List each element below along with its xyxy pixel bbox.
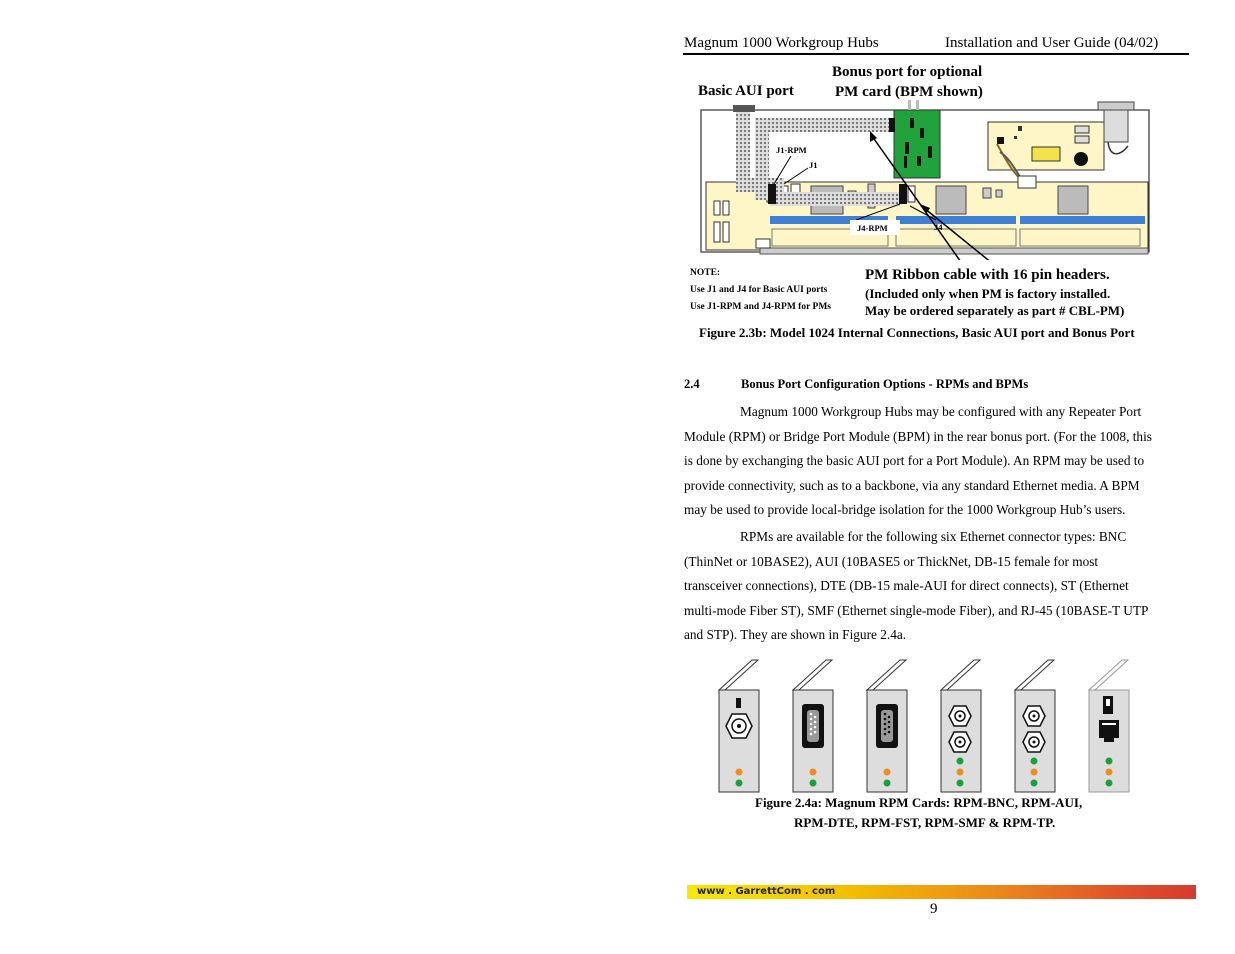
label-j4: J4 <box>934 222 943 232</box>
label-j4-rpm: J4-RPM <box>857 223 888 233</box>
paragraph-1-line: may be used to provide local-bridge isolation for the 1000 Workgroup Hub’s users. <box>684 502 1126 518</box>
rpm-card-tp <box>1089 660 1129 792</box>
footer-url: www . GarrettCom . com <box>697 886 836 897</box>
rpm-cards-figure <box>712 656 1142 796</box>
pm-card <box>894 110 940 178</box>
figure-24a-caption-line1: Figure 2.4a: Magnum RPM Cards: RPM-BNC, RPM-AUI, <box>755 795 1083 810</box>
paragraph-2-line: transceiver connections), DTE (DB-15 male-AUI for direct connects), ST (Ethernet <box>684 578 1129 594</box>
paragraph-1-line: is done by exchanging the basic AUI port for a Port Module). An RPM may be used to <box>684 453 1145 469</box>
paragraph-2-line: multi-mode Fiber ST), SMF (Ethernet single-mode Fiber), and RJ-45 (10BASE-T UTP <box>684 602 1149 618</box>
paragraph-1 <box>684 400 1180 523</box>
label-bonus-port-line2: PM card (BPM shown) <box>835 84 983 100</box>
port-strip <box>1020 216 1145 224</box>
label-j1: J1 <box>809 160 818 170</box>
note-line1: Use J1 and J4 for Basic AUI ports <box>690 285 828 295</box>
section-number: 2.4 <box>684 377 700 391</box>
header-title-right: Installation and User Guide (04/02) <box>945 35 1159 51</box>
note-title: NOTE: <box>690 268 721 278</box>
figure-24a-caption-line2: RPM-DTE, RPM-FST, RPM-SMF & RPM-TP. <box>794 815 1056 830</box>
paragraph-2-line: (ThinNet or 10BASE2), AUI (10BASE5 or ThickNet, DB-15 female for most <box>684 553 1099 569</box>
rpm-card-fst <box>941 660 981 792</box>
header-rule <box>683 53 1189 55</box>
internal-connections-diagram <box>700 98 1155 260</box>
paragraph-1-line: provide connectivity, such as to a backbone, via any standard Ethernet media. A BPM <box>684 477 1140 493</box>
page-number: 9 <box>930 901 938 917</box>
rpm-card-smf <box>1015 660 1055 792</box>
rpm-card-bnc <box>719 660 759 792</box>
figure-23b-caption: Figure 2.3b: Model 1024 Internal Connections, Basic AUI port and Bonus Port <box>699 325 1135 340</box>
label-bonus-port-line1: Bonus port for optional <box>832 64 983 80</box>
ribbon-cable-line1: (Included only when PM is factory installed. <box>865 286 1111 301</box>
rpm-card-dte <box>867 660 907 792</box>
paragraph-2-line: and STP). They are shown in Figure 2.4a. <box>684 627 907 643</box>
label-j1-rpm: J1-RPM <box>776 145 807 155</box>
header-title-left: Magnum 1000 Workgroup Hubs <box>684 35 879 51</box>
section-title: Bonus Port Configuration Options - RPMs and BPMs <box>741 377 1029 391</box>
ribbon-cable-title: PM Ribbon cable with 16 pin headers. <box>865 267 1110 283</box>
port-strip <box>896 216 1016 224</box>
paragraph-1-line: Magnum 1000 Workgroup Hubs may be configured with any Repeater Port <box>740 404 1142 419</box>
ribbon-cable-line2: May be ordered separately as part # CBL-PM) <box>865 303 1125 318</box>
rpm-card-aui <box>793 660 833 792</box>
paragraph-2-line: RPMs are available for the following six Ethernet connector types: BNC <box>740 529 1127 544</box>
label-basic-aui-port: Basic AUI port <box>698 83 794 99</box>
paragraph-2 <box>684 525 1180 648</box>
paragraph-1-line: Module (RPM) or Bridge Port Module (BPM) in the rear bonus port. (For the 1008, this <box>684 428 1152 444</box>
footer-bar <box>687 885 1196 899</box>
note-line2: Use J1-RPM and J4-RPM for PMs <box>690 302 831 312</box>
